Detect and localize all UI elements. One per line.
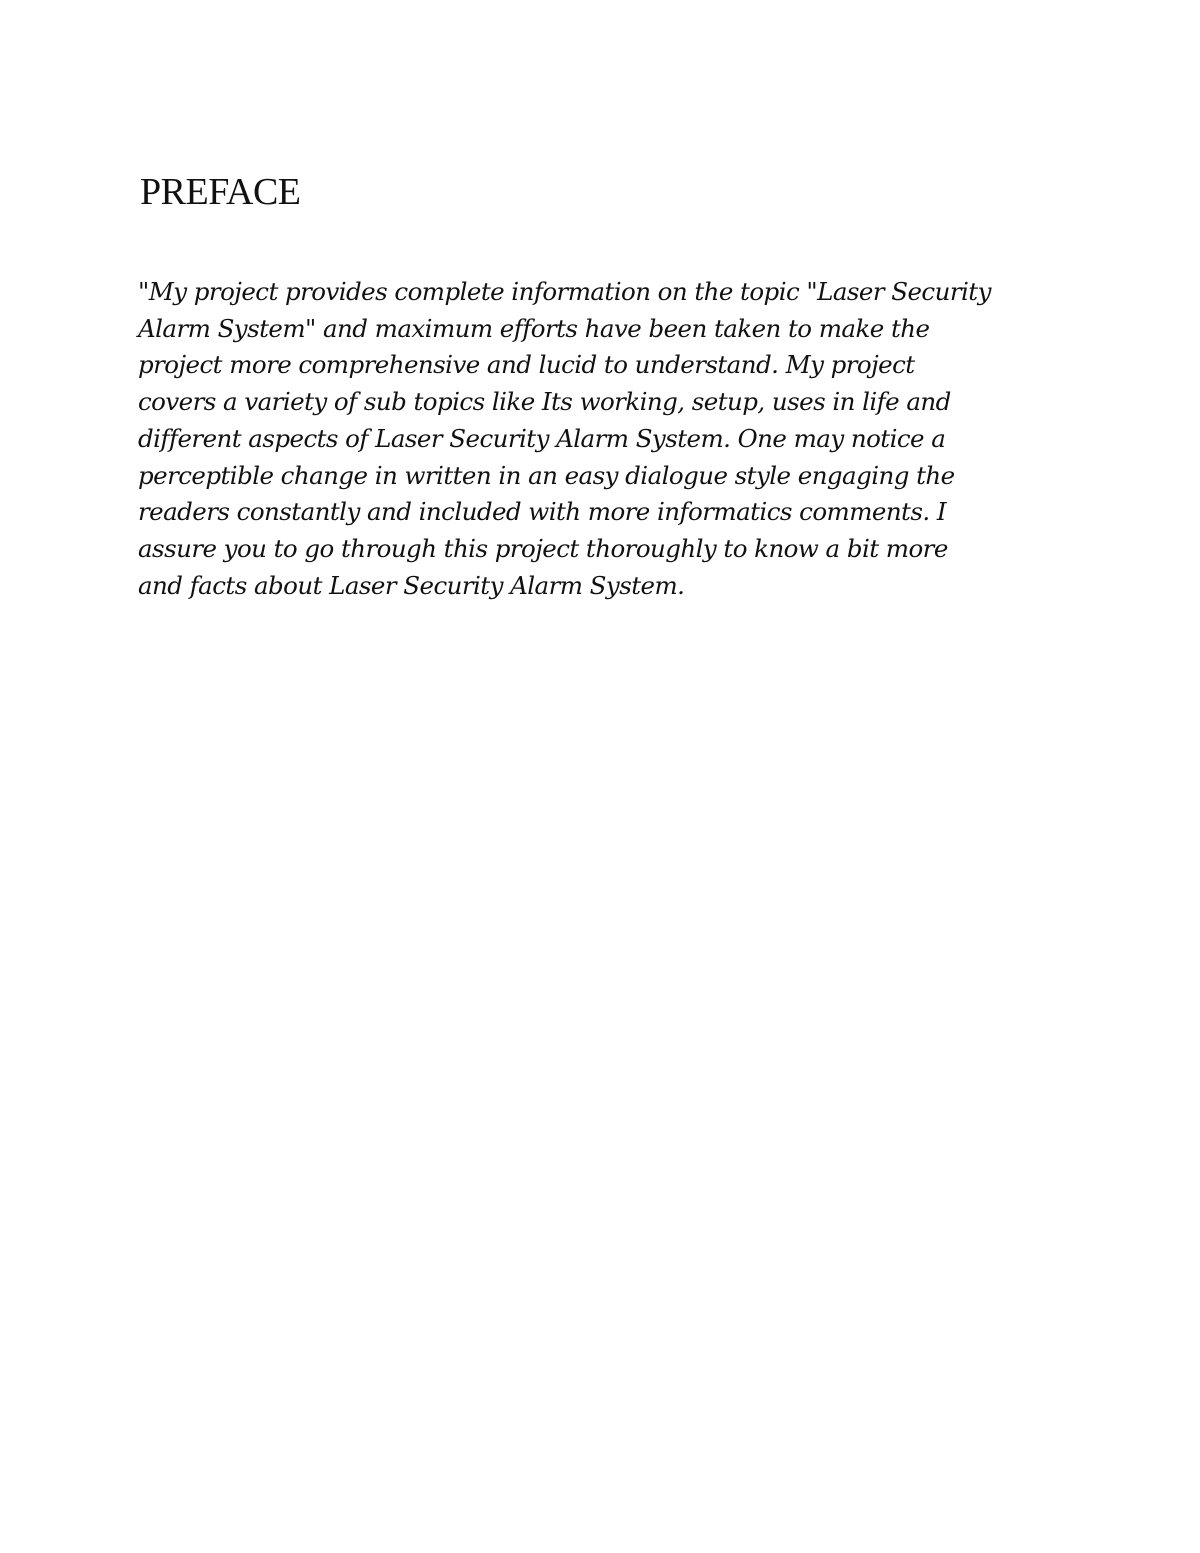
paragraph-line: readers constantly and included with more informatics comments. I [138, 497, 946, 527]
paragraph-line: different aspects of Laser Security Alarm System. One may notice a [138, 423, 946, 453]
paragraph-line: covers a variety of sub topics like Its working, setup, uses in life and [138, 387, 951, 417]
preface-paragraph [138, 274, 1068, 604]
page-title: PREFACE [140, 171, 301, 213]
paragraph-line: assure you to go through this project thoroughly to know a bit more [138, 533, 948, 563]
paragraph-line: and facts about Laser Security Alarm System. [138, 570, 685, 600]
paragraph-line: Alarm System" and maximum efforts have been taken to make the [138, 313, 930, 343]
paragraph-line: "My project provides complete information on the topic "Laser Security [138, 277, 991, 306]
paragraph-line: project more comprehensive and lucid to understand. My project [138, 350, 915, 380]
paragraph-line: perceptible change in written in an easy dialogue style engaging the [138, 460, 955, 490]
